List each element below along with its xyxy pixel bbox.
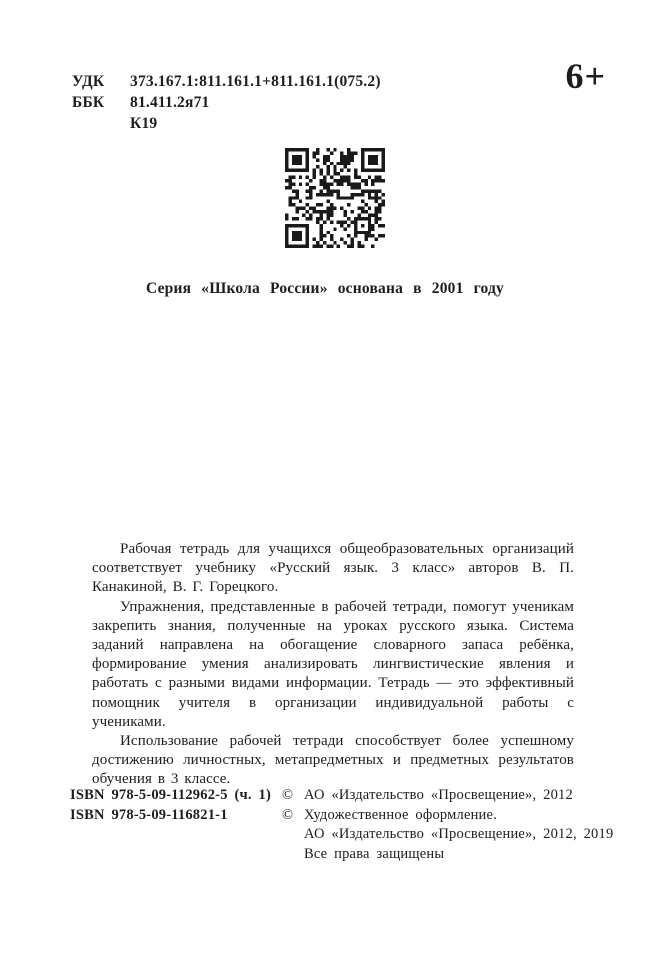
qr-code-icon bbox=[285, 148, 385, 248]
author-mark-spacer bbox=[72, 113, 130, 134]
copyright-icon bbox=[282, 845, 304, 865]
author-mark: К19 bbox=[130, 115, 158, 132]
annotation-paragraph: Упражнения, представленные в рабочей тетради, помогут ученикам закрепить знания, полученные на уроках русского языка. Система заданий направлена на обогащение словарного запаса ребёнка, формирование умения анализировать лингвистические явления и работать с разными видами информации. Тетрадь — это эффективный помощник учителя в организации индивидуальной работы с учениками. bbox=[92, 598, 574, 730]
imprint-row bbox=[70, 845, 618, 865]
copyright-text: АО «Издательство «Просвещение», 2012 bbox=[304, 787, 573, 803]
bbk-row bbox=[72, 92, 381, 113]
imprint-row bbox=[70, 806, 618, 826]
annotation-block bbox=[92, 540, 574, 790]
age-rating-badge: 6+ bbox=[565, 56, 606, 96]
isbn-number bbox=[70, 825, 282, 845]
copyright-icon bbox=[282, 825, 304, 845]
udk-value: 373.167.1:811.161.1+811.161.1(075.2) bbox=[130, 73, 381, 90]
author-mark-row bbox=[72, 113, 381, 134]
bbk-label: ББК bbox=[72, 94, 105, 111]
annotation-paragraph: Использование рабочей тетради способствует более успешному достижению личностных, метапредметных и предметных результатов обучения в 3 классе. bbox=[92, 733, 574, 788]
isbn-number: ISBN 978-5-09-116821-1 bbox=[70, 806, 228, 823]
copyright-text: АО «Издательство «Просвещение», 2012, 2019 bbox=[304, 826, 614, 843]
imprint-row bbox=[70, 786, 618, 806]
copyright-icon: © bbox=[282, 806, 294, 823]
annotation-paragraph: Рабочая тетрадь для учащихся общеобразовательных организаций соответствует учебнику «Русский язык. 3 класс» авторов В. П. Канакиной, В. Г. Горецкого. bbox=[92, 541, 574, 596]
isbn-number bbox=[70, 845, 282, 865]
copyright-text: Художественное оформление. bbox=[304, 806, 497, 823]
classification-block bbox=[72, 71, 381, 134]
isbn-number: ISBN 978-5-09-112962-5 (ч. 1) bbox=[70, 787, 271, 803]
series-note: Серия «Школа России» основана в 2001 году bbox=[146, 280, 504, 297]
copyright-text: Все права защищены bbox=[304, 845, 445, 862]
imprint-row bbox=[70, 825, 618, 845]
udk-row bbox=[72, 71, 381, 92]
udk-label: УДК bbox=[72, 73, 105, 90]
imprint-block bbox=[70, 786, 618, 864]
bbk-value: 81.411.2я71 bbox=[130, 94, 210, 111]
copyright-icon: © bbox=[282, 787, 294, 803]
